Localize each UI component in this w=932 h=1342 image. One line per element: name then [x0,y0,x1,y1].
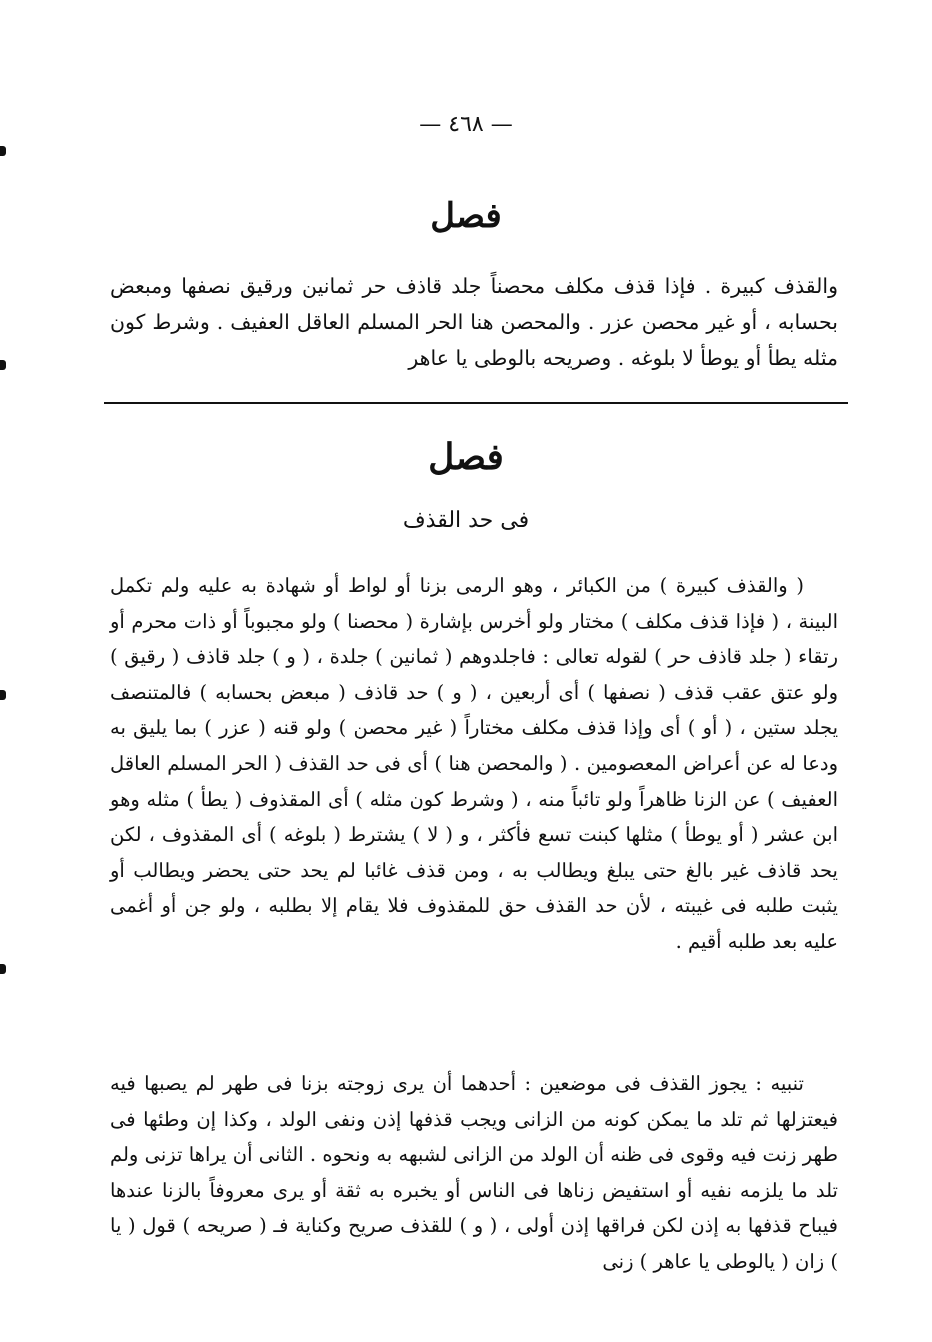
edge-mark [0,360,6,370]
sharh-section-subtitle: فى حد القذف [402,508,530,533]
matn-section-title: فصل [430,196,502,236]
sharh-paragraph: ( والقذف كبيرة ) من الكبائر ، وهو الرمى بزنا أو لواط أو شهادة به عليه ولم تكمل البينة ، ( فإذا قذف مكلف ) مختار ولو أخرس بإشارة ( محصنا ) ولو مجبوباً أو ذات محرم أو رتقاء ( جلد قاذف حر ) لقوله تعالى : فاجلدوهم ( ثمانين ) جلدة ، ( و ) جلد قاذف ( رقيق ) ولو عتق عقب قذف ( نصفها ) أى أربعين ، ( و ) حد قاذف ( مبعض بحسابه ) فالمتنصف يجلد ستين ، ( أو ) أى وإذا قذف مكلف مختاراً ( غير محصن ) ولو قنه ( عزر ) بما يليق به ودعا له عن أعراض المعصومين . ( والمحصن هنا ) أى فى حد القذف ( الحر المسلم العاقل العفيف ) عن الزنا ظاهراً ولو تائباً منه ، ( وشرط كون مثله ) أى المقذوف ( يطأ ) مثله وهو ابن عشر ( أو يوطأ ) مثلها كبنت تسع فأكثر ، و ( لا ) يشترط ( بلوغه ) أى المقذوف ، لكن يحد قاذف غير بالغ حتى يبلغ ويطالب به ، ومن قذف غائبا لم يحد حتى يحضر ويطالب أو يثبت طلبه فى غيبته ، لأن حد القذف حق للمقذوف فلا يقام إلا بطلبه ، ولو جن أو أغمى عليه بعد طلبه أقيم . [110,574,838,953]
section-divider [104,402,848,404]
edge-mark [0,690,6,700]
matn-text: والقذف كبيرة . فإذا قذف مكلف محصناً جلد قاذف حر ثمانين ورقيق نصفها ومبعض بحسابه ، أو غير محصن عزر . والمحصن هنا الحر المسلم العاقل العفيف . وشرط كون مثله يطأ أو يوطأ لا بلوغه . وصريحه بالوطى يا عاهر [110,274,838,370]
edge-mark [0,146,6,156]
sharh-section-title: فصل [428,436,504,478]
page-number: — ٤٦٨ — [419,112,513,137]
tanbih-paragraph: تنبيه : يجوز القذف فى موضعين : أحدهما أن يرى زوجته بزنا فى طهر لم يصبها فيه فيعتزلها ثم تلد ما يمكن كونه من الزانى ويجب قذفها إذن ونفى الولد ، وكذا إن وطئها فى طهر زنت فيه وقوى فى ظنه أن الولد من الزانى لشبهه به ونحوه . الثانى أن يراها تزنى ولم تلد ما يلزمه نفيه أو استفيض زناها فى الناس أو يخبره به ثقة أو يرى معروفاً بالزنا عندها فيباح قذفها به إذن لكن فراقها إذن أولى ، ( و ) للقذف صريح وكناية فـ ( صريحه ) قول ( يا ) زان ( يالوطى يا عاهر ) زنى [110,1072,838,1273]
edge-mark [0,964,6,974]
